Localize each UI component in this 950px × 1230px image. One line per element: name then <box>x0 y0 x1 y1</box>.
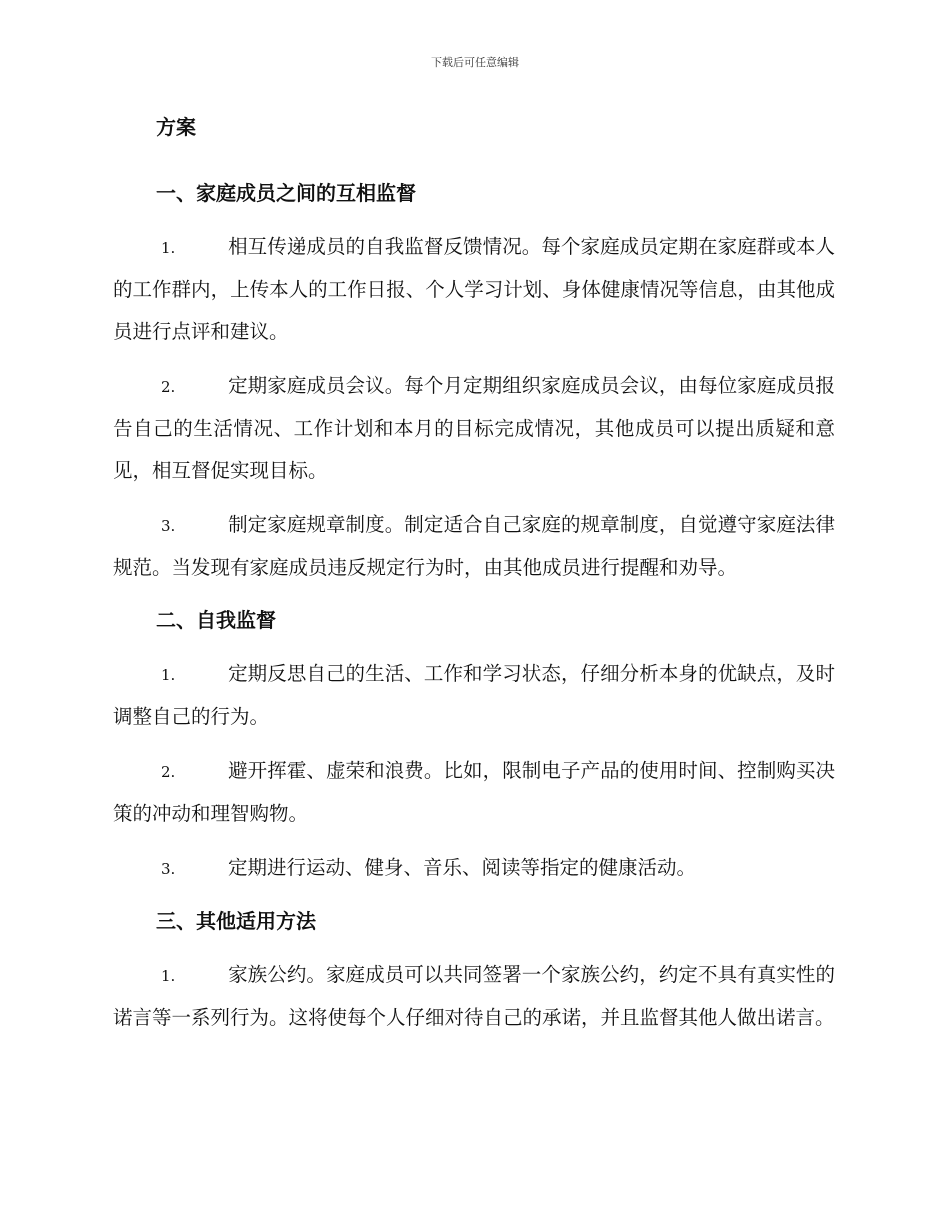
item-text: 避开挥霍、虚荣和浪费。比如，限制电子产品的使用时间、控制购买决策的冲动和理智购物。 <box>113 759 835 825</box>
item-text: 定期反思自己的生活、工作和学习状态，仔细分析本身的优缺点，及时调整自己的行为。 <box>113 662 835 728</box>
list-item <box>113 504 835 589</box>
section-heading: 二、自我监督 <box>156 608 276 632</box>
list-item <box>113 750 835 835</box>
item-text: 定期家庭成员会议。每个月定期组织家庭成员会议，由每位家庭成员报告自己的生活情况、工作计划和本月的目标完成情况，其他成员可以提出质疑和意见，相互督促实现目标。 <box>113 374 835 482</box>
list-item <box>113 954 835 1039</box>
item-number: 1. <box>161 666 176 684</box>
item-text: 相互传递成员的自我监督反馈情况。每个家庭成员定期在家庭群或本人的工作群内，上传本人的工作日报、个人学习计划、身体健康情况等信息，由其他成员进行点评和建议。 <box>113 235 835 343</box>
document-title: 方案 <box>156 115 196 139</box>
list-item <box>113 653 835 738</box>
section-1 <box>113 174 835 589</box>
item-text: 定期进行运动、健身、音乐、阅读等指定的健康活动。 <box>228 856 697 879</box>
item-number: 2. <box>161 763 176 781</box>
list-item <box>113 365 835 492</box>
list-item <box>113 847 835 890</box>
item-number: 2. <box>161 378 176 396</box>
page-header: 下载后可任意编辑 <box>431 56 519 69</box>
item-number: 1. <box>161 239 176 257</box>
list-item <box>113 226 835 353</box>
item-number: 1. <box>161 967 176 985</box>
section-2 <box>113 601 835 890</box>
item-text: 家族公约。家庭成员可以共同签署一个家族公约，约定不具有真实性的诺言等一系列行为。这将使每个人仔细对待自己的承诺，并且监督其他人做出诺言。 <box>113 963 835 1029</box>
section-3 <box>113 902 835 1039</box>
section-heading: 三、其他适用方法 <box>156 909 316 933</box>
section-heading: 一、家庭成员之间的互相监督 <box>156 181 416 205</box>
item-number: 3. <box>161 517 176 535</box>
item-text: 制定家庭规章制度。制定适合自己家庭的规章制度，自觉遵守家庭法律规范。当发现有家庭成员违反规定行为时，由其他成员进行提醒和劝导。 <box>113 513 835 579</box>
document-body <box>113 108 835 1051</box>
item-number: 3. <box>161 860 176 878</box>
